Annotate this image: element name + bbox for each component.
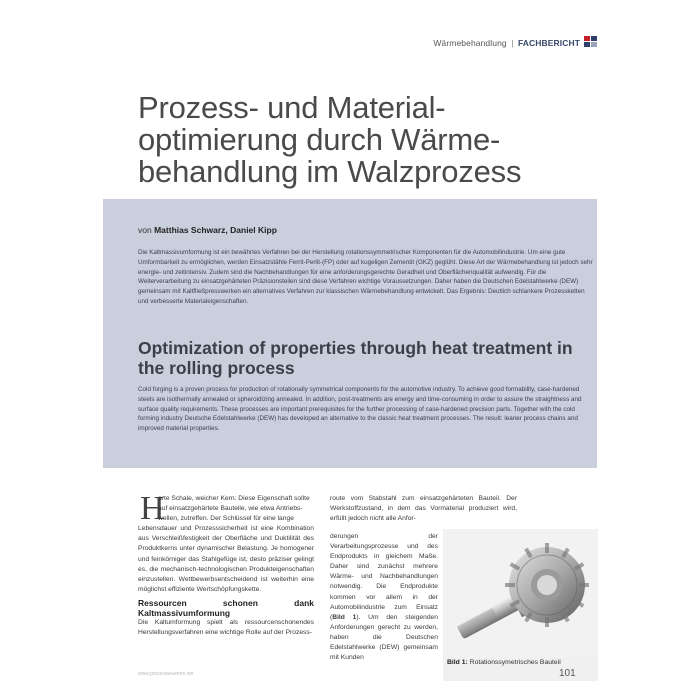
footer-url: www.prozesswaerme.net xyxy=(138,671,194,677)
running-header xyxy=(433,38,580,48)
title-line-1: Prozess- und Material- xyxy=(138,90,446,125)
header-section: Wärmebehandlung xyxy=(433,38,507,48)
publisher-logo-icon xyxy=(584,36,598,48)
abstract-german: Die Kaltmassivumformung ist ein bewährtes Verfahren bei der Herstellung rotationssymmetrischer Komponenten für die Automobilindustrie. Um eine gute Umformbarkeit zu ermöglichen, werden Einsatzstähle Ferrit-Perlit-(FP) oder auf kugeligen Zementit (GKZ) geglüht. Diese Art der Wärmebehandlung ist jedoch sehr energie- und zeitintensiv. Zudem sind die Nachbehandlungen für eine anforderungsgerechte Geradheit und Oberflächenqualität aufwendig. Für die Weiterverarbeitung zu einsatzgehärteten Präzisionsteilen sind diese Verfahren wichtige Voraussetzungen. Daher haben die Deutschen Edelstahlwerke (DEW) gemeinsam mit Kaltfließpresswerken ein alternatives Verfahren zur klassischen Wärmebehandlung entwickelt. Das Ergebnis: Deutlich schlankere Prozessketten und verbesserte Materialeigenschaften. xyxy=(138,249,593,305)
body-column-2-text-end: ). Um den steigenden Anforderungen gerecht zu werden, haben die Deutschen Edelstahlwerke (DEW) gemeinsam mit Kunden xyxy=(330,613,438,662)
byline xyxy=(138,225,277,235)
english-title-line-1: Optimization of properties through heat treatment in xyxy=(138,338,573,358)
figure-reference: Bild 1 xyxy=(332,613,357,621)
body-line-1: arte Schale, weicher Kern: Diese Eigenschaft sollte xyxy=(158,495,310,502)
body-column-2-text: derungen der Verarbeitungsprozesse und des Endprodukts in gleichem Maße. Daher sind zunächst mehrere Wärme- und Nachbehandlungen notwendig. Die Endprodukte kommen vor allem in der Automobilindustrie zum Einsatz ( xyxy=(330,533,438,621)
body-line-2: auf einsatzgehärtete Bauteile, wie etwa Antriebs- xyxy=(158,505,303,513)
body-paragraph-1: Lebensdauer und Prozesssicherheit ist eine Kombination aus Verschleißfestigkeit der Oberfläche und Duktilität des Produktkerns unter dynamischer Belastung. Je homogener und feinkörniger das Stahlgefüge ist, desto präziser gelingt es, die mechanisch-technologischen Produkteigenschaften einzustellen. Wettbewerbsentscheidend ist weiterhin eine möglichst effiziente Wertschöpfungskette. xyxy=(138,525,314,593)
drop-cap: H xyxy=(140,490,165,527)
byline-authors: Matthias Schwarz, Daniel Kipp xyxy=(154,225,277,235)
english-title xyxy=(138,338,578,378)
body-column-2-top: route vom Stabstahl zum einsatzgehärteten Bauteil. Der Werkstoffzustand, in dem das Vormaterial produziert wird, erfüllt jedoch nicht alle Anfor- xyxy=(330,495,517,523)
gear-shaft-illustration xyxy=(443,529,598,657)
title-line-2: optimierung durch Wärme- xyxy=(138,122,501,157)
header-separator: | xyxy=(511,38,514,48)
body-column-2-narrow xyxy=(330,532,438,663)
figure-caption-text: Rotationssymetrisches Bauteil xyxy=(469,659,561,666)
figure-caption xyxy=(447,659,561,666)
article-title xyxy=(138,92,598,188)
figure-label: Bild 1: xyxy=(447,659,468,666)
page-number: 101 xyxy=(559,668,576,679)
body-line-3: wellen, zutreffen. Der Schlüssel für eine lange xyxy=(158,515,294,523)
section-heading: Ressourcen schonen dank Kaltmassivumformung xyxy=(138,597,314,618)
english-title-line-2: the rolling process xyxy=(138,358,295,378)
abstract-english: Cold forging is a proven process for production of rotationally symmetrical components for the automotive industry. To achieve good formability, case-hardened steels are isothermally annealed or spheroidizing annealed. In addition, post-treatments are energy and time-consuming in order to assure the straightness and surface quality requirements. These processes are important prerequisites for the further processing of case-hardened precision parts. Together with the cold forming industry Deutsche Edelstahlwerke (DEW) has developed an alternative to the classic heat treatment processes. The result: leaner process chains and improved material properties. xyxy=(138,386,582,433)
body-paragraph-2: Die Kaltumformung spielt als ressourcenschonendes Herstellungsverfahren eine wichtige Rolle auf der Prozess- xyxy=(138,618,314,637)
title-line-3: behandlung im Walzprozess xyxy=(138,154,522,189)
body-column-1 xyxy=(138,490,314,638)
header-kind: FACHBERICHT xyxy=(517,38,580,48)
byline-prefix: von xyxy=(138,225,152,235)
